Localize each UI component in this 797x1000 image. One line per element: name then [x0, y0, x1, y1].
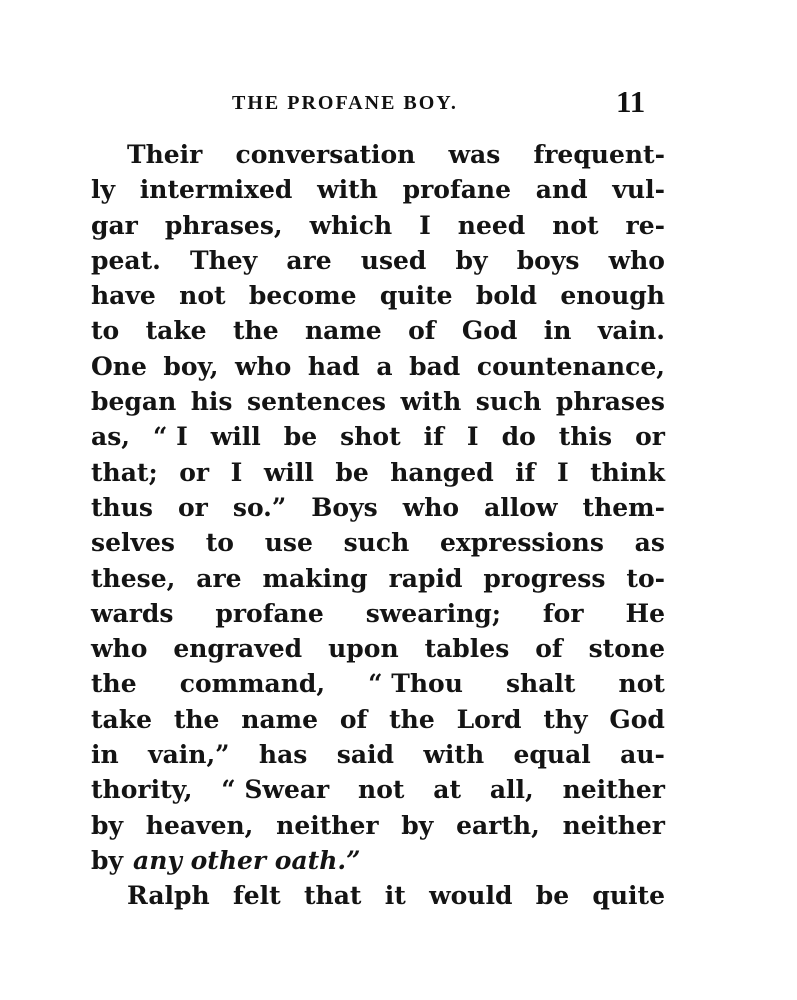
text-word: at — [433, 775, 462, 805]
text-word: vul- — [612, 175, 665, 205]
text-word: the — [232, 316, 279, 346]
text-word: to — [205, 528, 234, 558]
text-word: this — [558, 422, 613, 452]
text-line — [91, 137, 665, 172]
text-word: One — [91, 351, 147, 381]
text-word: by — [401, 810, 434, 840]
text-word: neither — [562, 775, 665, 805]
text-word: or — [179, 457, 210, 487]
text-word: not — [179, 281, 226, 311]
text-line — [91, 666, 665, 701]
text-word: conversation — [235, 140, 416, 169]
text-word: by — [91, 845, 124, 875]
text-word: command, — [179, 669, 326, 699]
text-word: had — [307, 351, 360, 381]
text-word: as, — [91, 422, 130, 452]
text-word: sentences — [247, 387, 386, 417]
text-word: wards — [91, 598, 174, 628]
text-word: stone — [588, 634, 665, 664]
text-word: Boys — [311, 492, 378, 522]
text-word: quite — [379, 281, 453, 311]
text-word: would — [429, 881, 513, 911]
text-word: the — [389, 704, 435, 734]
text-word: by — [455, 245, 488, 275]
text-line — [91, 172, 665, 207]
text-word: vain,” — [148, 740, 230, 770]
text-word: the — [173, 704, 220, 734]
text-word: frequent- — [533, 140, 665, 169]
text-word: Their — [127, 140, 203, 169]
text-word: was — [448, 140, 501, 169]
text-line — [91, 208, 665, 243]
text-word: take — [145, 316, 207, 346]
text-word: began — [91, 387, 177, 417]
text-word: thus — [91, 492, 153, 522]
text-word: of — [408, 316, 436, 346]
text-line — [91, 455, 665, 490]
text-word: as — [634, 528, 665, 558]
text-word: He — [625, 598, 665, 628]
text-word: rapid — [388, 563, 463, 593]
text-word: if — [515, 457, 536, 487]
text-word: hanged — [390, 457, 494, 487]
text-word: making — [262, 563, 368, 593]
text-word: thy — [543, 704, 588, 734]
text-word: bold — [475, 281, 537, 311]
text-line — [91, 419, 665, 454]
text-word: God — [461, 316, 518, 346]
text-word: or — [635, 422, 665, 452]
text-line — [91, 772, 665, 807]
text-word: have — [91, 281, 156, 311]
text-word: enough — [560, 281, 665, 311]
text-word: by — [91, 810, 124, 840]
text-word: who — [608, 245, 665, 275]
text-word: who — [234, 351, 292, 381]
text-word: used — [360, 245, 427, 275]
text-word: who — [91, 634, 148, 664]
text-word: equal — [513, 740, 591, 770]
text-line — [91, 313, 665, 348]
text-word: the — [91, 669, 137, 699]
text-line — [91, 561, 665, 596]
text-word: such — [343, 528, 410, 558]
text-word: “ I — [152, 422, 188, 452]
text-line — [91, 843, 665, 878]
text-word: phrases, — [164, 210, 283, 240]
text-word: be — [335, 457, 369, 487]
text-word: who — [402, 492, 460, 522]
text-line — [91, 278, 665, 313]
text-word: not — [358, 775, 405, 805]
text-word: are — [196, 563, 242, 593]
text-word: these, — [91, 563, 176, 593]
text-word: need — [457, 210, 526, 240]
text-word: has — [258, 740, 308, 770]
text-line — [91, 596, 665, 631]
text-word: for — [542, 598, 584, 628]
text-word: boy, — [163, 351, 219, 381]
text-word: God — [609, 704, 665, 734]
text-word: to- — [626, 563, 665, 593]
text-word: “ Thou — [368, 669, 463, 699]
text-word: re- — [625, 210, 665, 240]
text-word: tables — [424, 634, 510, 664]
text-word: intermixed — [139, 175, 293, 205]
text-word: which — [309, 210, 393, 240]
text-word: will — [263, 457, 314, 487]
text-word: take — [91, 704, 152, 734]
text-word: neither — [276, 810, 379, 840]
text-word: They — [189, 245, 258, 275]
text-word: I — [466, 422, 479, 452]
text-word: quite — [592, 881, 665, 911]
text-word: shalt — [505, 669, 576, 699]
text-word: it — [384, 881, 406, 911]
text-word: a — [376, 351, 393, 381]
text-word: Lord — [456, 704, 522, 734]
text-word: all, — [489, 775, 534, 805]
text-word: allow — [484, 492, 558, 522]
text-word: to — [91, 316, 120, 346]
text-word: progress — [483, 563, 606, 593]
text-line — [91, 737, 665, 772]
text-word: phrases — [555, 387, 665, 417]
text-word: peat. — [91, 245, 161, 275]
text-word: engraved — [173, 634, 303, 664]
text-line — [91, 490, 665, 525]
body-text — [91, 137, 665, 914]
text-word: them- — [582, 492, 665, 522]
text-word: if — [423, 422, 444, 452]
text-word: with — [317, 175, 378, 205]
text-word: think — [590, 457, 665, 487]
text-word: vain. — [597, 316, 665, 346]
text-word: ly — [91, 175, 116, 205]
text-word: with — [423, 740, 485, 770]
text-word: said — [336, 740, 395, 770]
text-word: or — [178, 492, 208, 522]
running-title: THE PROFANE BOY. — [232, 92, 458, 114]
text-word: I — [419, 210, 431, 240]
text-word: boys — [516, 245, 580, 275]
page-number: 11 — [616, 84, 646, 119]
text-word: selves — [91, 528, 175, 558]
text-word: countenance, — [476, 351, 665, 381]
text-word: in — [91, 740, 119, 770]
text-word: that — [303, 881, 362, 911]
text-word: become — [248, 281, 357, 311]
text-word: gar — [91, 210, 138, 240]
text-word: profane — [215, 598, 324, 628]
text-line — [91, 878, 665, 913]
text-word: earth, — [456, 810, 540, 840]
text-word: with — [400, 387, 462, 417]
text-word: so.” — [232, 492, 287, 522]
text-word: heaven, — [145, 810, 254, 840]
text-word: thority, — [91, 775, 193, 805]
text-word: of — [339, 704, 368, 734]
text-line — [91, 243, 665, 278]
text-word: not — [618, 669, 665, 699]
text-word: felt — [232, 881, 281, 911]
text-word: au- — [620, 740, 665, 770]
text-word: of — [535, 634, 563, 664]
text-word: be — [283, 422, 318, 452]
text-line — [91, 349, 665, 384]
text-word: are — [286, 245, 332, 275]
text-word: and — [535, 175, 588, 205]
text-word: be — [535, 881, 570, 911]
text-word: his — [190, 387, 233, 417]
text-word: do — [501, 422, 536, 452]
text-word: I — [556, 457, 569, 487]
text-word: profane — [402, 175, 511, 205]
text-word: neither — [562, 810, 665, 840]
text-word: swearing; — [365, 598, 501, 628]
text-word: upon — [328, 634, 399, 664]
text-word: “ Swear — [221, 775, 330, 805]
text-word: bad — [409, 351, 461, 381]
text-word: such — [475, 387, 542, 417]
text-line — [91, 525, 665, 560]
text-line — [91, 384, 665, 419]
text-line — [91, 702, 665, 737]
text-word: shot — [340, 422, 401, 452]
text-word: in — [543, 316, 572, 346]
text-word: expressions — [439, 528, 604, 558]
text-word: any other oath.” — [133, 845, 361, 875]
text-word: Ralph — [127, 881, 210, 911]
text-word: will — [210, 422, 261, 452]
text-word: that; — [91, 457, 158, 487]
text-line — [91, 808, 665, 843]
text-word: use — [264, 528, 313, 558]
text-word: I — [230, 457, 243, 487]
text-word: name — [241, 704, 319, 734]
text-word: name — [304, 316, 382, 346]
text-line — [91, 631, 665, 666]
text-word: not — [552, 210, 599, 240]
